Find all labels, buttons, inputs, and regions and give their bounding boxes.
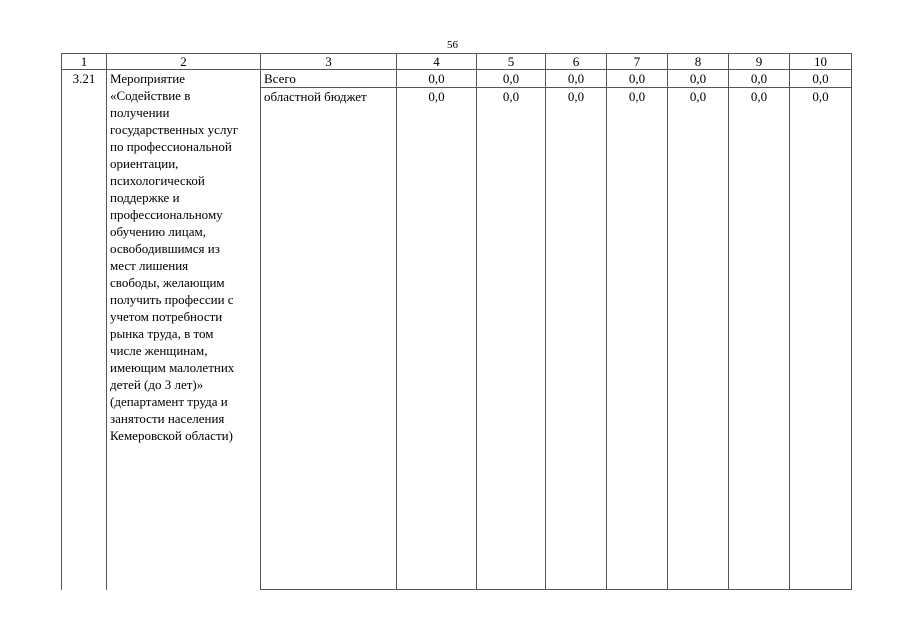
value-cell: 0,0: [668, 88, 729, 590]
measure-description-cell: [107, 70, 261, 590]
table-row-total: [62, 70, 852, 88]
value-cell: 0,0: [397, 70, 477, 88]
budget-table: [61, 53, 852, 590]
value-cell: 0,0: [729, 70, 790, 88]
row-index: 3.21: [62, 70, 107, 590]
value-cell: 0,0: [477, 88, 546, 590]
value-cell: 0,0: [546, 88, 607, 590]
funding-source-label: Всего: [261, 70, 397, 88]
value-cell: 0,0: [668, 70, 729, 88]
value-cell: 0,0: [729, 88, 790, 590]
value-cell: 0,0: [607, 88, 668, 590]
value-cell: 0,0: [477, 70, 546, 88]
column-number: 9: [729, 54, 790, 70]
value-cell: 0,0: [790, 70, 852, 88]
column-number: 10: [790, 54, 852, 70]
column-number: 5: [477, 54, 546, 70]
column-number: 2: [107, 54, 261, 70]
value-cell: 0,0: [546, 70, 607, 88]
column-number: 8: [668, 54, 729, 70]
column-number: 3: [261, 54, 397, 70]
value-cell: 0,0: [790, 88, 852, 590]
measure-description: Мероприятие «Содействие в получении государственных услуг по профессиональной ориентации, психологической поддержке и профессиональному обучению лицам, освободившимся из мест лишения свободы, желающим получить профессии с учетом потребности рынка труда, в том числе женщинам, имеющим малолетних детей (до 3 лет)» (департамент труда и занятости населения Кемеровской области): [110, 71, 239, 443]
column-number-row: [62, 54, 852, 70]
funding-source-label: областной бюджет: [261, 88, 397, 590]
page-number: 56: [447, 39, 458, 51]
value-cell: 0,0: [397, 88, 477, 590]
value-cell: 0,0: [607, 70, 668, 88]
column-number: 7: [607, 54, 668, 70]
column-number: 6: [546, 54, 607, 70]
column-number: 1: [62, 54, 107, 70]
column-number: 4: [397, 54, 477, 70]
